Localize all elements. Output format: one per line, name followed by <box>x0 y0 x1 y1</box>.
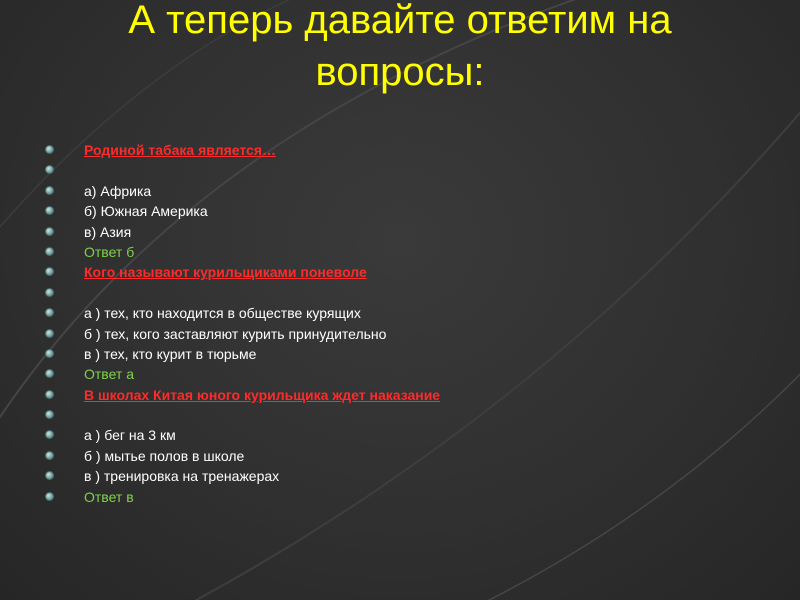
bullet-icon <box>46 146 53 153</box>
answer-3 <box>46 487 766 507</box>
option-text: а) Африка <box>84 182 152 199</box>
option-text: а ) бег на 3 км <box>84 427 176 444</box>
bullet-icon <box>46 268 53 275</box>
option-2c <box>46 344 766 364</box>
bullet-icon <box>46 309 53 316</box>
bullet-icon <box>46 248 53 255</box>
answer-1 <box>46 242 766 262</box>
answer-text: Ответ а <box>84 366 134 383</box>
bullet-icon <box>46 472 53 479</box>
answer-text: Ответ в <box>84 488 134 505</box>
option-3b <box>46 446 766 466</box>
bullet-icon <box>46 187 53 194</box>
option-text: б) Южная Америка <box>84 203 208 220</box>
bullet-icon <box>46 166 53 173</box>
option-text: в ) тренировка на тренажерах <box>84 468 280 485</box>
bullet-icon <box>46 370 53 377</box>
option-1a <box>46 181 766 201</box>
bullet-icon <box>46 207 53 214</box>
slide-title-line-1: А теперь давайте ответим на <box>128 0 672 42</box>
slide-title-line-2: вопросы: <box>315 50 485 94</box>
question-3 <box>46 385 766 405</box>
answer-text: Ответ б <box>84 243 135 260</box>
bullet-icon <box>46 411 53 418</box>
bullet-icon <box>46 391 53 398</box>
bullet-icon <box>46 431 53 438</box>
blank-line <box>46 283 766 303</box>
option-text: в ) тех, кто курит в тюрьме <box>84 345 257 362</box>
bullet-icon <box>46 289 53 296</box>
bullet-icon <box>46 493 53 500</box>
option-1b <box>46 201 766 221</box>
option-text: б ) мытье полов в школе <box>84 447 245 464</box>
bullet-icon <box>46 228 53 235</box>
bullet-icon <box>46 350 53 357</box>
answer-2 <box>46 364 766 384</box>
question-text: В школах Китая юного курильщика ждет наказание <box>84 386 441 403</box>
blank-line <box>46 160 766 180</box>
slide-title <box>20 0 780 98</box>
question-text: Кого называют курильщиками поневоле <box>84 264 367 281</box>
option-3c <box>46 466 766 486</box>
question-1 <box>46 140 766 160</box>
bullet-icon <box>46 330 53 337</box>
option-3a <box>46 425 766 445</box>
option-2a <box>46 303 766 323</box>
option-text: б ) тех, кого заставляют курить принудительно <box>84 325 387 342</box>
bullet-icon <box>46 452 53 459</box>
question-2 <box>46 262 766 282</box>
option-text: в) Азия <box>84 223 132 240</box>
blank-line <box>46 405 766 425</box>
option-1c <box>46 222 766 242</box>
question-list <box>46 140 766 507</box>
question-text: Родиной табака является… <box>84 142 276 158</box>
option-text: а ) тех, кто находится в обществе курящих <box>84 305 361 322</box>
option-2b <box>46 324 766 344</box>
